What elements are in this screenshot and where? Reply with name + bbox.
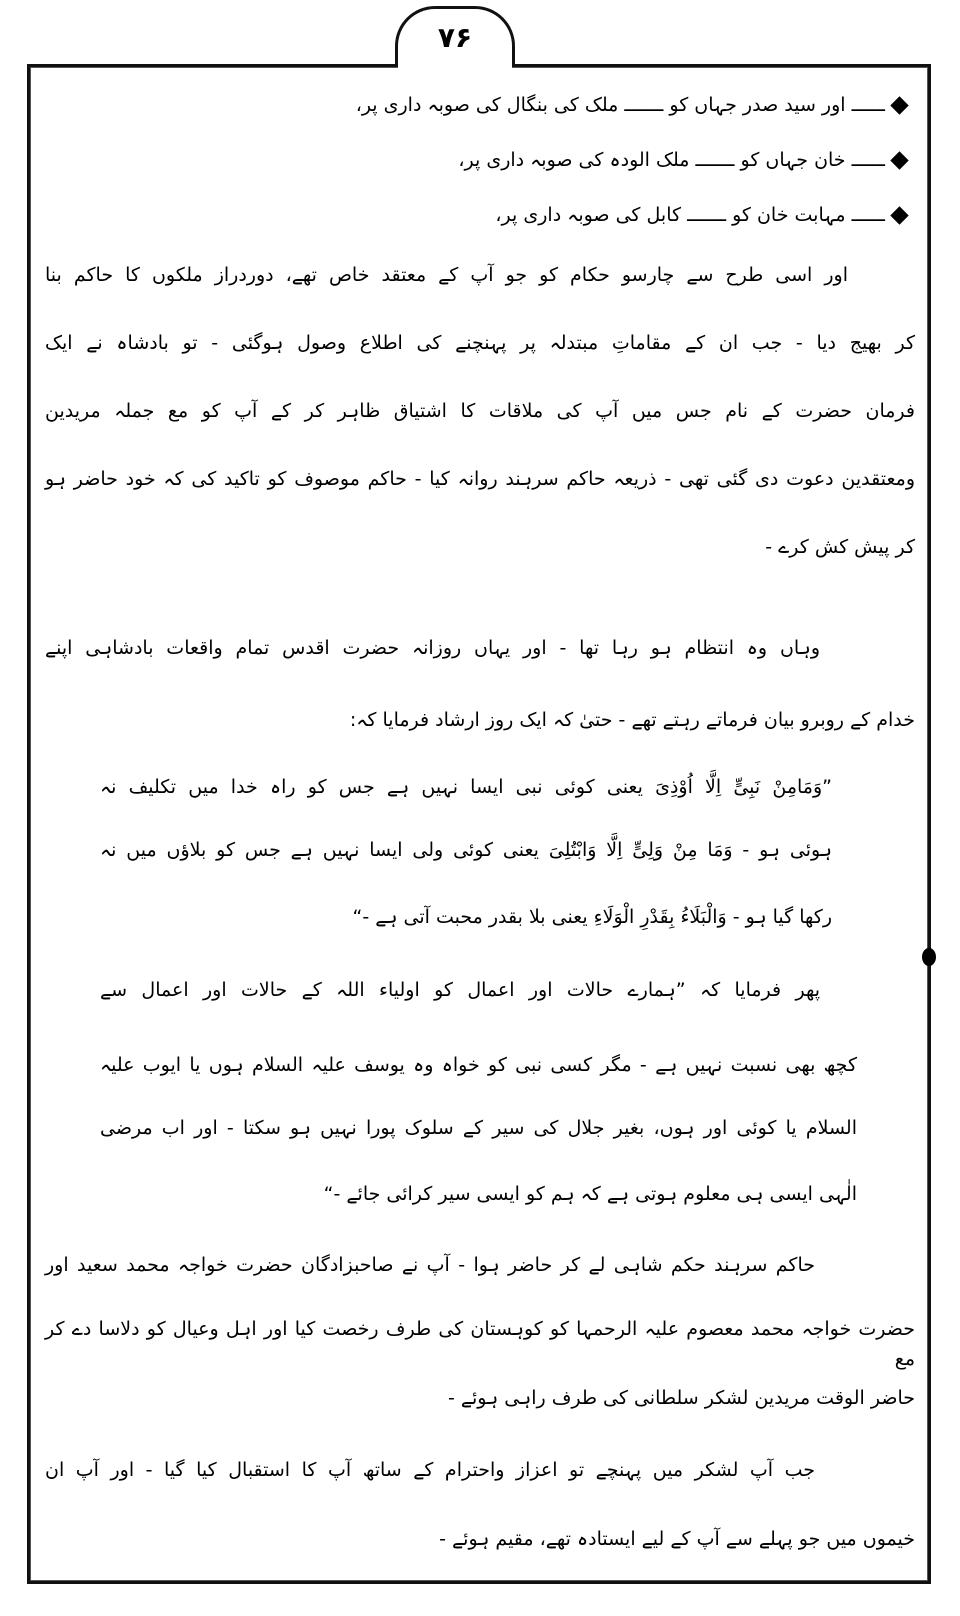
bullet-item: ــــــ مہابت خان کو ـــــــ کابل کی صوبہ داری پر،: [495, 204, 885, 226]
quote-line: ”وَمَامِنْ نَبِیٍّ اِلَّا اُوْذِیَ یعنی کوئی نبی ایسا نہیں ہے جس کو راہ خدا میں تکلیف نہ: [100, 776, 832, 798]
bullet-item: ــــــ اور سید صدر جہاں کو ـــــــ ملک کی بنگال کی صوبہ داری پر،: [355, 94, 885, 116]
page-number: ۷۶: [437, 21, 473, 54]
paragraph-line: پھر فرمایا کہ ”ہمارے حالات اور اعمال کو اولیاء اللہ کے حالات اور اعمال سے: [100, 979, 820, 1001]
margin-dot: [922, 948, 936, 966]
tab-divider: [398, 62, 512, 70]
paragraph-line: کر پیش کش کرے -: [765, 536, 915, 558]
paragraph-line: خیموں میں جو پہلے سے آپ کے لیے ایستادہ تھے، مقیم ہوئے -: [439, 1528, 915, 1550]
paragraph-line: کر بھیج دیا - جب ان کے مقاماتِ مبتدلہ پر پہنچنے کی اطلاع وصول ہوگئی - تو بادشاہ نے ایک: [45, 332, 915, 354]
quote-line: رکھا گیا ہو - وَالْبَلَاءُ بِقَدْرِ الْوَلَاءِ یعنی بلا بقدر محبت آتی ہے -“: [352, 906, 832, 928]
paragraph-line: کچھ بھی نسبت نہیں ہے - مگر کسی نبی کو خواہ وہ یوسف علیہ السلام ہوں یا ایوب علیہ: [100, 1054, 857, 1076]
paragraph-line: خدام کے روبرو بیان فرماتے رہتے تھے - حتیٰ کہ ایک روز ارشاد فرمایا کہ:: [349, 709, 915, 731]
paragraph-line: وہاں وہ انتظام ہو رہا تھا - اور یہاں روزانہ حضرت اقدس تمام واقعات بادشاہی اپنے: [45, 637, 820, 659]
paragraph-line: حاضر الوقت مریدین لشکر سلطانی کی طرف راہی ہوئے -: [447, 1387, 915, 1409]
paragraph-line: فرمان حضرت کے نام جس میں آپ کی ملاقات کا اشتیاق ظاہر کر کے آپ کو مع جملہ مریدین: [45, 400, 915, 422]
paragraph-line: اور اسی طرح سے چارسو حکام کو جو آپ کے معتقد خاص تھے، دوردراز ملکوں کا حاکم بنا: [45, 264, 848, 286]
quote-line: ہوئی ہو - وَمَا مِنْ وَلِیٍّ اِلَّا وَابْتُلِیَ یعنی کوئی ولی ایسا نہیں ہے جس کو بلاؤں میں نہ: [100, 839, 832, 861]
paragraph-line: ومعتقدین دعوت دی گئی تھی - ذریعہ حاکم سرہند روانہ کیا - حاکم موصوف کو تاکید کی کہ خود حاضر ہو: [45, 468, 915, 490]
paragraph-line: حضرت خواجہ محمد معصوم علیہ الرحمہا کو کوہستان کی طرف رخصت کیا اور اہل وعیال کو دلاسا دے کر مع: [45, 1318, 915, 1370]
paragraph-line: السلام یا کوئی اور ہوں، بغیر جلال کی سیر کے سلوک پورا نہیں ہو سکتا - اور اب مرضی: [100, 1117, 857, 1139]
paragraph-line: جب آپ لشکر میں پہنچے تو اعزاز واحترام کے ساتھ آپ کا استقبال کیا گیا - اور آپ ان: [45, 1459, 815, 1481]
bullet-item: ــــــ خان جہاں کو ـــــــ ملک الودہ کی صوبہ داری پر،: [458, 149, 885, 171]
paragraph-line: حاکم سرہند حکم شاہی لے کر حاضر ہوا - آپ نے صاحبزادگان حضرت خواجہ محمد سعید اور: [45, 1254, 815, 1276]
paragraph-line: الٰہی ایسی ہی معلوم ہوتی ہے کہ ہم کو ایسی سیر کرائی جائے -“: [323, 1183, 857, 1205]
page-number-tab: [395, 6, 515, 66]
